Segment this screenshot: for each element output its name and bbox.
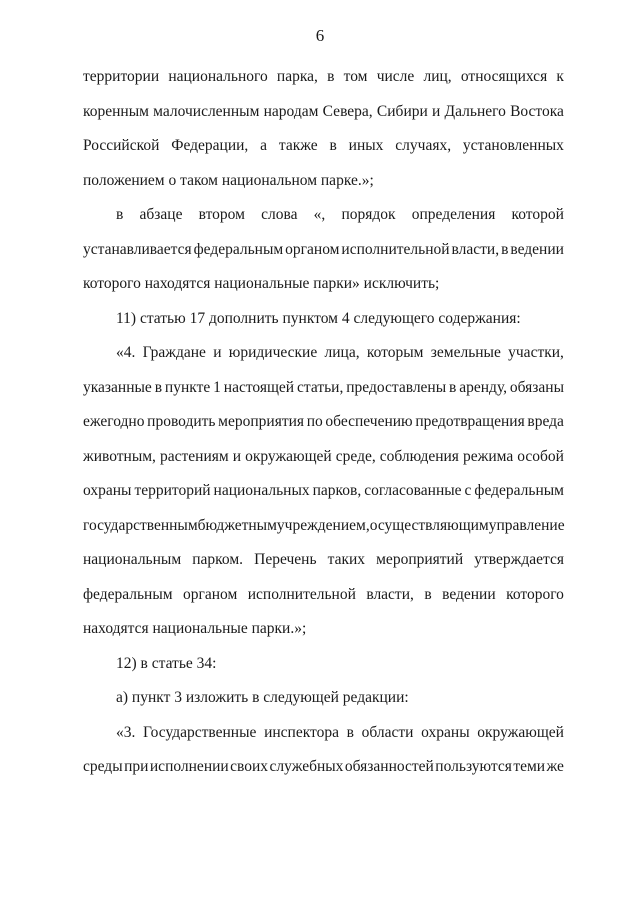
word: обязаны (509, 379, 564, 396)
word: коренным (83, 103, 149, 120)
word: втором (198, 206, 245, 223)
word: предотвращения (415, 413, 525, 430)
word: указанные (83, 379, 152, 396)
text-line (83, 336, 564, 371)
word: органом (285, 241, 340, 258)
word: установленных (462, 137, 564, 154)
word: Граждане (142, 344, 206, 361)
word: мероприятия (218, 413, 305, 430)
word: парком. (192, 551, 244, 568)
word: исполнительной (247, 586, 356, 603)
word: федеральным (474, 482, 564, 499)
word: в (116, 206, 124, 223)
word: в (154, 379, 163, 396)
word: аренду, (459, 379, 508, 396)
word: и (432, 103, 441, 120)
word: числе (376, 68, 415, 85)
word: обязанностей (344, 758, 434, 775)
word: а (260, 137, 268, 154)
word: иных (348, 137, 384, 154)
word: предоставлены (346, 379, 447, 396)
text-line (83, 405, 564, 440)
word: режима (462, 448, 514, 465)
word: территории (83, 68, 160, 85)
text-line (83, 198, 564, 233)
text-line (83, 440, 564, 475)
word: утверждается (474, 551, 564, 568)
word: в (327, 68, 335, 85)
word: участки, (508, 344, 564, 361)
word: абзаце (139, 206, 183, 223)
word: настоящей (223, 379, 295, 396)
word: с (464, 482, 472, 499)
word: федеральным (193, 241, 284, 258)
word: власти, (451, 241, 500, 258)
word: мероприятий (376, 551, 464, 568)
word: Российской (83, 137, 160, 154)
word: порядок (341, 206, 396, 223)
word: национального (168, 68, 268, 85)
text-line (83, 509, 564, 544)
word: пункте (164, 379, 211, 396)
text-line (83, 233, 564, 268)
word: земельные (430, 344, 501, 361)
word: парка, (276, 68, 318, 85)
text-line: 11) статью 17 дополнить пунктом 4 следующего содержания: (116, 310, 521, 327)
word: «, (313, 206, 326, 223)
word: инспектора (264, 724, 339, 741)
word: малочисленным (153, 103, 260, 120)
word: парков, (312, 482, 362, 499)
word: бюджетным (197, 517, 277, 534)
word: осуществляющим (369, 517, 489, 534)
word: же (546, 758, 564, 775)
word: окружающей (245, 448, 332, 465)
word: своих (230, 758, 269, 775)
text-line (83, 543, 564, 578)
word: растениям (159, 448, 229, 465)
text-line (83, 60, 564, 95)
word: области (361, 724, 414, 741)
text-line (83, 95, 564, 130)
word: Перечень (254, 551, 317, 568)
word: Севера, (322, 103, 373, 120)
word: охраны (83, 482, 132, 499)
word: ежегодно (83, 413, 145, 430)
text-line: которого находятся национальные парки» исключить; (83, 275, 440, 292)
word: национальным (83, 551, 182, 568)
word: статьи, (297, 379, 344, 396)
word: «4. (116, 344, 136, 361)
word: управление (488, 517, 565, 534)
text-line: положением о таком национальном парке.»; (83, 172, 374, 189)
word: Дальнего (444, 103, 506, 120)
text-line (83, 578, 564, 613)
word: которого (506, 586, 564, 603)
word: пользуются (435, 758, 512, 775)
word: ведении (510, 241, 564, 258)
word: проводить (147, 413, 216, 430)
word: особой (517, 448, 564, 465)
word: случаях, (395, 137, 452, 154)
word: «3. (116, 724, 136, 741)
word: в (424, 586, 432, 603)
word: служебных (269, 758, 344, 775)
word: Сибири (376, 103, 428, 120)
word: исполнении (149, 758, 229, 775)
word: обеспечению (325, 413, 413, 430)
text-line (83, 716, 564, 751)
word: в (346, 724, 354, 741)
word: ведении (442, 586, 496, 603)
word: в (329, 137, 337, 154)
word: Государственные (143, 724, 257, 741)
word: по (306, 413, 323, 430)
text-line: находятся национальные парки.»; (83, 620, 307, 637)
word: 1 (213, 379, 221, 396)
document-body (83, 60, 564, 790)
word: территорий (134, 482, 211, 499)
word: слова (261, 206, 298, 223)
word: в (501, 241, 509, 258)
word: органом (183, 586, 238, 603)
word: национальных (213, 482, 310, 499)
word: Востока (510, 103, 564, 120)
word: и (213, 344, 222, 361)
text-line: а) пункт 3 изложить в следующей редакции: (116, 689, 409, 706)
word: которым (366, 344, 424, 361)
word: определения (411, 206, 496, 223)
word: исполнительной (341, 241, 450, 258)
text-line: 12) в статье 34: (116, 655, 217, 672)
word: таких (327, 551, 366, 568)
word: и (232, 448, 242, 465)
word: теми (513, 758, 546, 775)
word: государственным (83, 517, 198, 534)
word: лиц, (423, 68, 452, 85)
word: Федерации, (171, 137, 249, 154)
word: среды (83, 758, 123, 775)
word: согласованные (364, 482, 462, 499)
text-line (83, 474, 564, 509)
word: вреда (527, 413, 564, 430)
word: охраны (421, 724, 470, 741)
word: в (449, 379, 457, 396)
word: власти, (366, 586, 414, 603)
word: том (343, 68, 368, 85)
text-line (83, 750, 564, 785)
word: к (556, 68, 564, 85)
page-number: 6 (315, 26, 325, 45)
word: которой (511, 206, 564, 223)
text-line (83, 371, 564, 406)
word: устанавливается (83, 241, 192, 258)
word: животным, (83, 448, 156, 465)
word: среде, (335, 448, 376, 465)
word: соблюдения (379, 448, 459, 465)
word: учреждением, (276, 517, 370, 534)
word: при (124, 758, 149, 775)
word: юридические (228, 344, 318, 361)
text-line (83, 129, 564, 164)
word: относящихся (460, 68, 548, 85)
word: лица, (324, 344, 360, 361)
word: окружающей (477, 724, 564, 741)
word: также (278, 137, 318, 154)
word: народам (263, 103, 319, 120)
word: федеральным (83, 586, 173, 603)
